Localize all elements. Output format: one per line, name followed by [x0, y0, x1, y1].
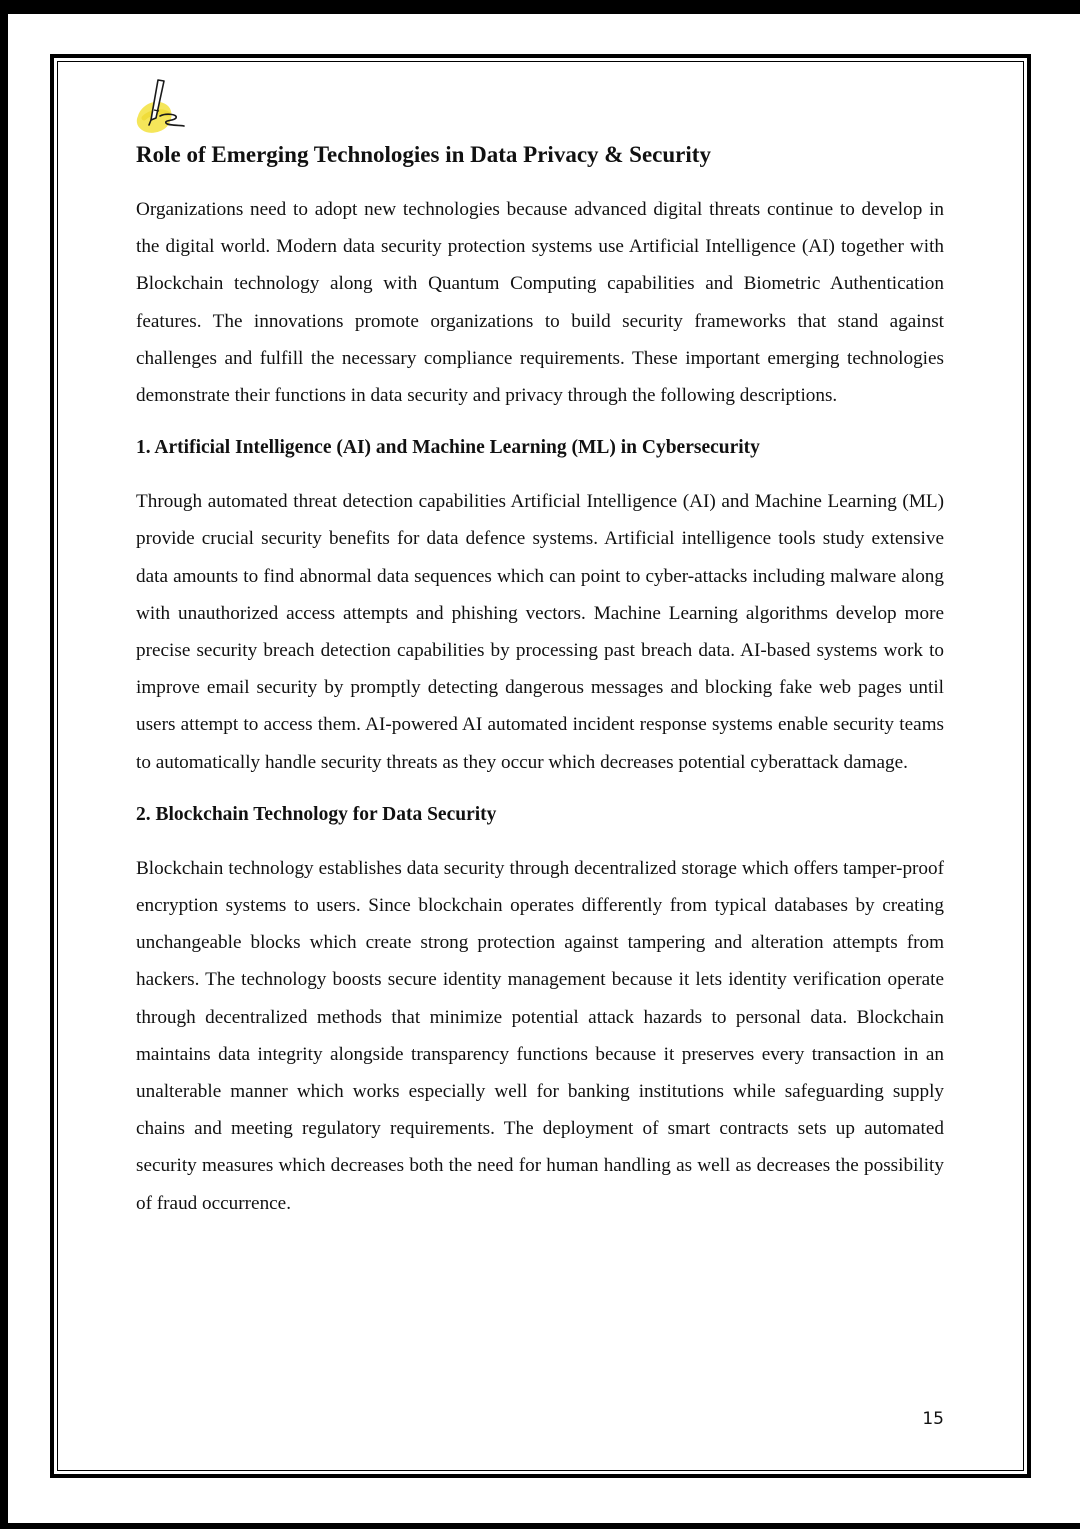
- top-edge-bar: [0, 0, 1080, 14]
- page-title: Role of Emerging Technologies in Data Privacy & Security: [136, 142, 711, 167]
- page-number: 15: [922, 1409, 944, 1429]
- section-paragraph-blockchain: Blockchain technology establishes data security through decentralized storage which offers tamper-proof encryption systems to users. Since blockchain operates differently from typical databases by creating unchangeable blocks which create strong protection against tampering and alteration attempts from hackers. The technology boosts secure identity management because it lets identity verification operate through decentralized methods that minimize potential attack hazards to personal data. Blockchain maintains data integrity alongside transparency functions because it preserves every transaction in an unalterable manner which works especially well for banking institutions while safeguarding supply chains and meeting regulatory requirements. The deployment of smart contracts sets up automated security measures which decreases both the need for human handling as well as decreases the possibility of fraud occurrence.: [136, 857, 944, 1214]
- bottom-edge-bar: [0, 1523, 1080, 1529]
- pen-with-highlighter-icon: [132, 78, 204, 138]
- section-paragraph-ai-ml: Through automated threat detection capabilities Artificial Intelligence (AI) and Machine Learning (ML) provide crucial security benefits for data defence systems. Artificial intelligence tools study extensive data amounts to find abnormal data sequences which can point to cyber-attacks including malware along with unauthorized access attempts and phishing vectors. Machine Learning algorithms develop more precise security breach detection capabilities by processing past breach data. AI-based systems work to improve email security by promptly detecting dangerous messages and blocking fake web pages until users attempt to access them. AI-powered AI automated incident response systems enable security teams to automatically handle security threats as they occur which decreases potential cyberattack damage.: [136, 491, 944, 773]
- intro-paragraph: Organizations need to adopt new technologies because advanced digital threats continue to develop in the digital world. Modern data security protection systems use Artificial Intelligence (AI) together with Blockchain technology along with Quantum Computing capabilities and Biometric Authentication features. The innovations promote organizations to build security frameworks that stand against challenges and fulfill the necessary compliance requirements. These important emerging technologies demonstrate their functions in data security and privacy through the following descriptions.: [136, 199, 944, 407]
- section-heading-blockchain: 2. Blockchain Technology for Data Security: [136, 803, 497, 825]
- section-heading-ai-ml: 1. Artificial Intelligence (AI) and Machine Learning (ML) in Cybersecurity: [136, 437, 760, 459]
- document-body: [136, 138, 944, 1222]
- left-edge-bar: [0, 0, 8, 1529]
